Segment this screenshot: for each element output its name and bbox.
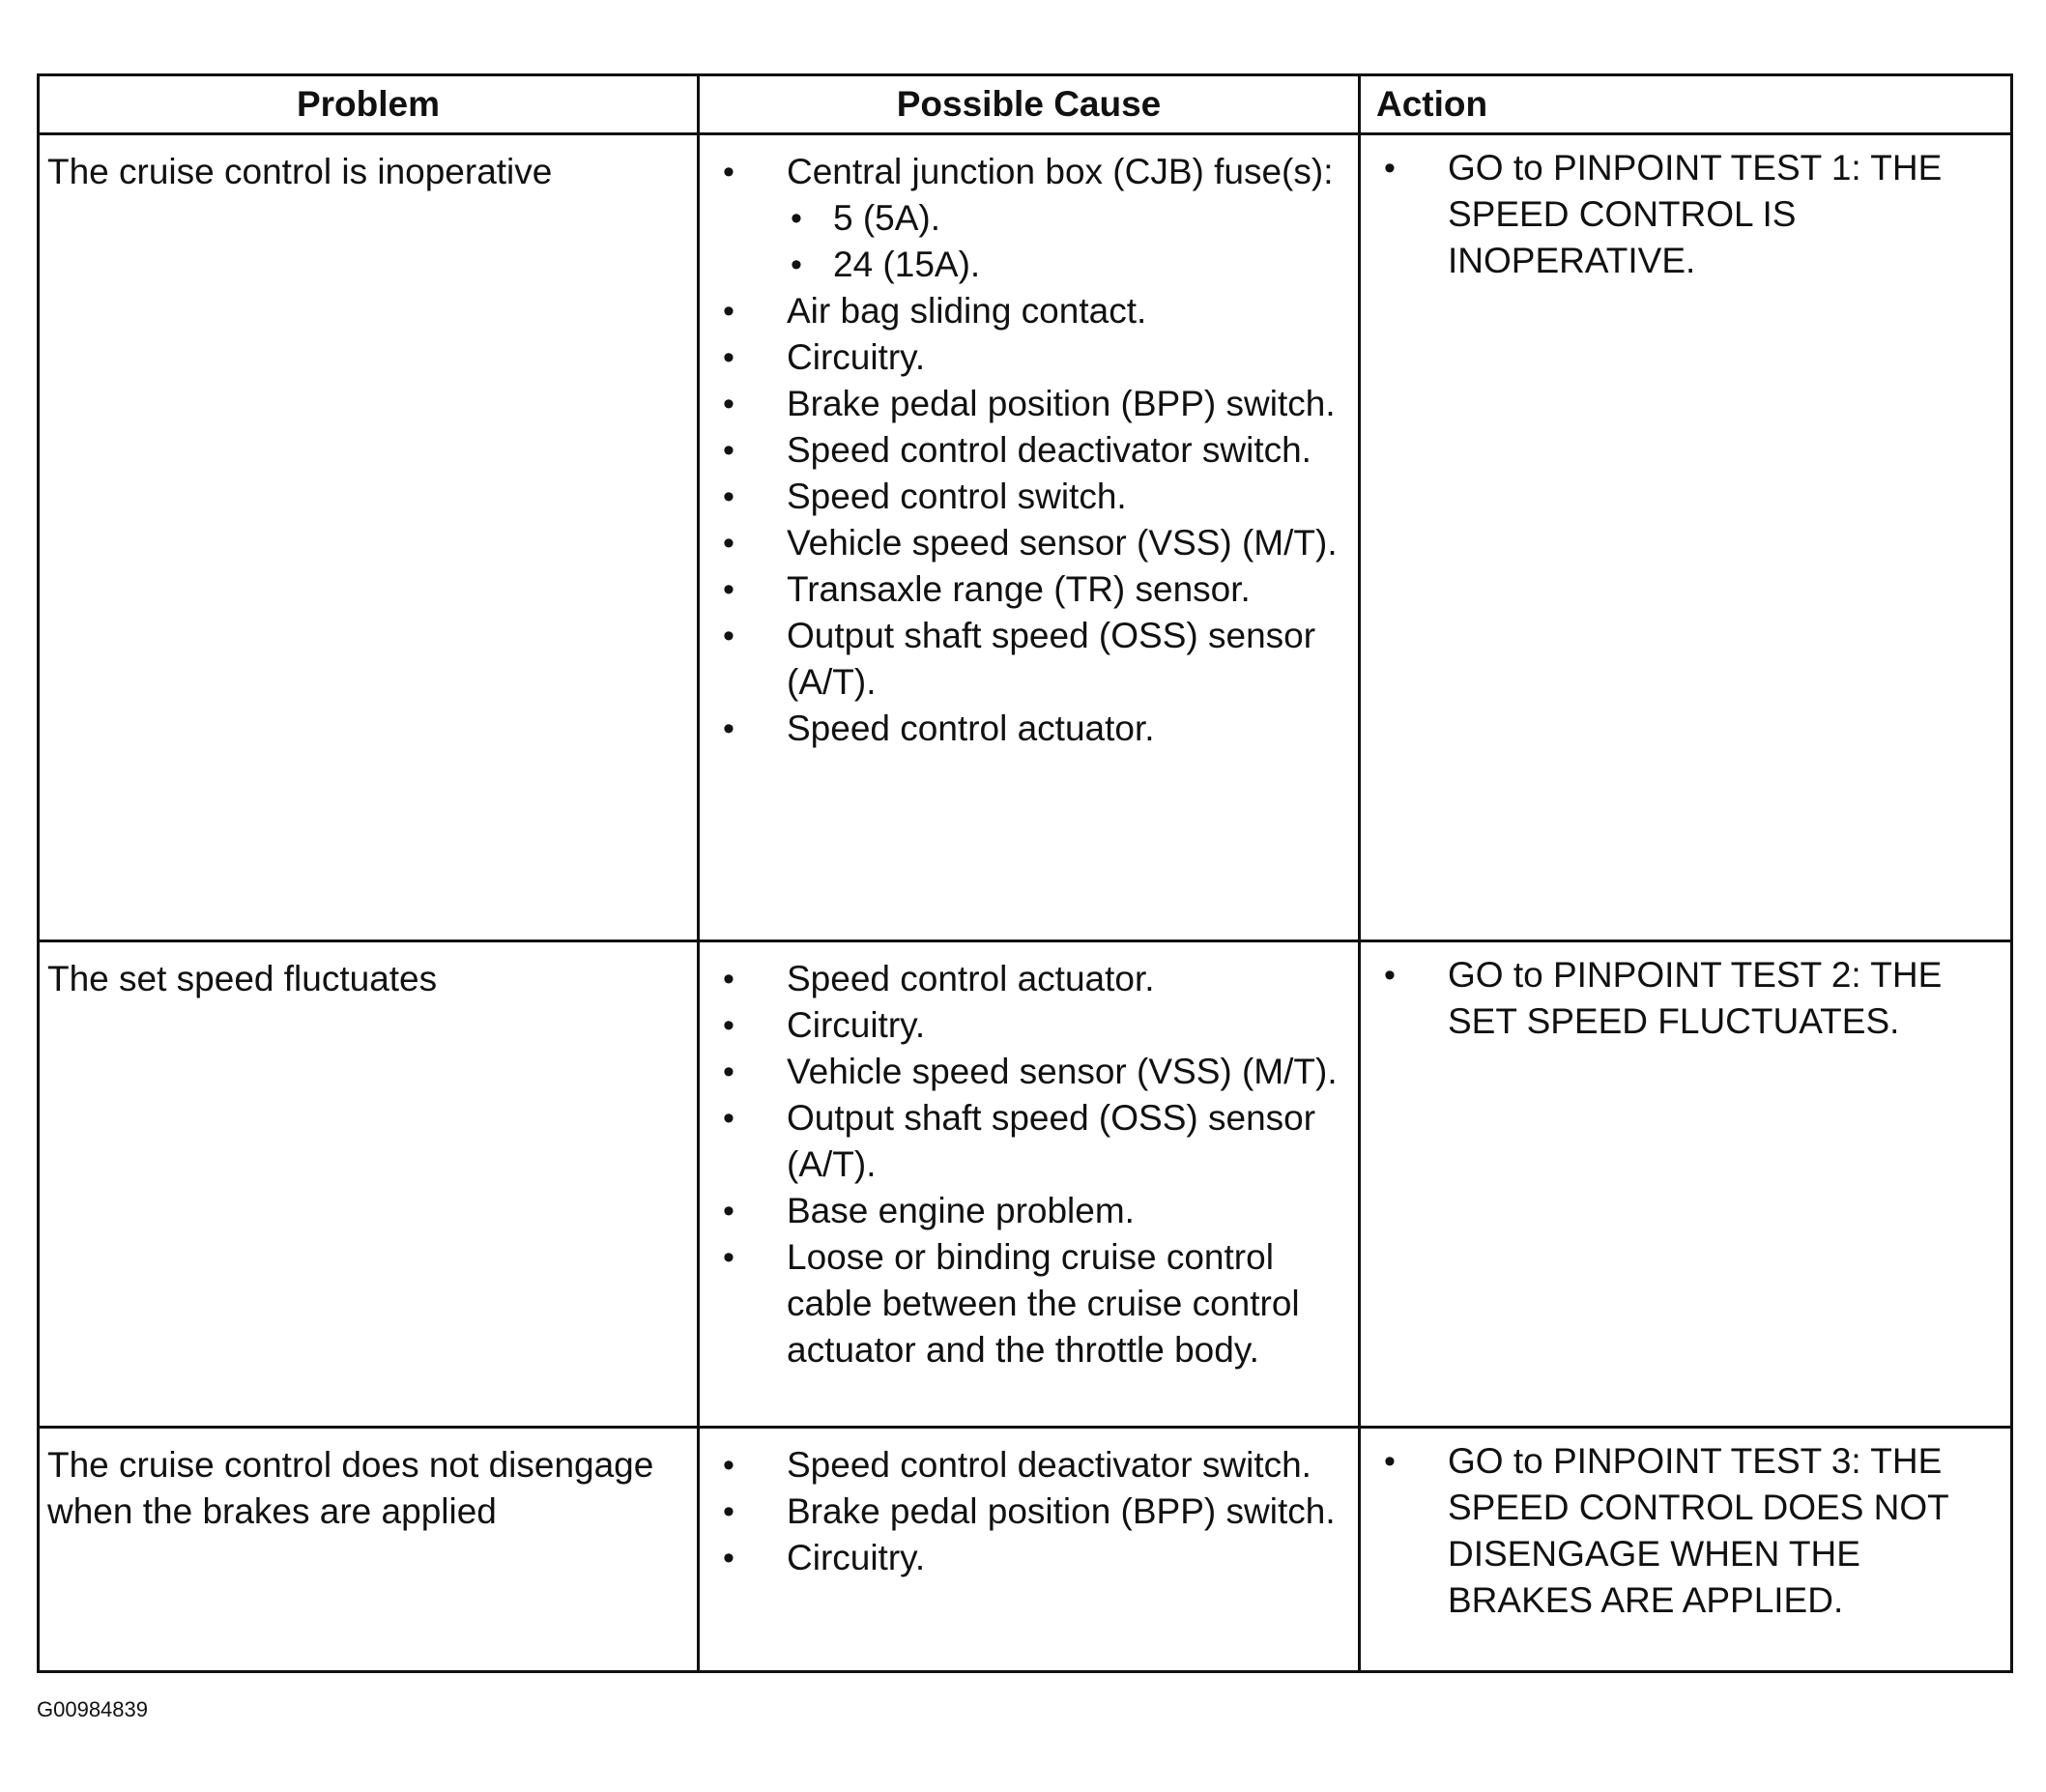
header-problem: Problem: [39, 75, 699, 134]
problem-cell: [39, 134, 699, 941]
cause-item: • Output shaft speed (OSS) sensor (A/T).: [719, 1095, 1350, 1188]
action-item: • GO to PINPOINT TEST 2: THE SET SPEED FLUCTUATES.: [1380, 952, 2003, 1045]
action-item: • GO to PINPOINT TEST 3: THE SPEED CONTROL DOES NOT DISENGAGE WHEN THE BRAKES ARE APPLIED.: [1380, 1438, 2003, 1624]
table-row: [39, 1428, 2012, 1672]
cause-item: • Transaxle range (TR) sensor.: [719, 566, 1350, 613]
cause-item: • Speed control deactivator switch.: [719, 1442, 1350, 1489]
cause-list: [700, 942, 1358, 1373]
problem-text: The set speed fluctuates: [47, 959, 438, 998]
header-row: [39, 75, 2012, 134]
header-action: Action: [1360, 75, 2012, 134]
cause-cell: [699, 134, 1360, 941]
fuse-sublist: [787, 195, 1350, 288]
cause-list: [700, 135, 1358, 752]
cause-item: • Speed control switch.: [719, 474, 1350, 520]
cause-item: • Base engine problem.: [719, 1188, 1350, 1234]
fuse-item: • 24 (15A).: [787, 242, 1350, 288]
table-row: [39, 134, 2012, 941]
action-cell: [1360, 941, 2012, 1428]
cause-item: • Loose or binding cruise control cable between the cruise control actuator and the throttle body.: [719, 1234, 1350, 1373]
cause-cell: [699, 941, 1360, 1428]
figure-id: G00984839: [37, 1697, 148, 1721]
cause-item: • Speed control actuator.: [719, 706, 1350, 752]
fuse-item: • 5 (5A).: [787, 195, 1350, 242]
cause-item: • Vehicle speed sensor (VSS) (M/T).: [719, 520, 1350, 566]
cause-item: • Speed control deactivator switch.: [719, 427, 1350, 474]
cause-item: [719, 149, 1350, 288]
cause-item: • Air bag sliding contact.: [719, 288, 1350, 334]
problem-cell: [39, 941, 699, 1428]
table-row: [39, 941, 2012, 1428]
cause-item: • Circuitry.: [719, 1535, 1350, 1581]
cause-list: [700, 1429, 1358, 1581]
action-cell: [1360, 1428, 2012, 1672]
action-cell: [1360, 134, 2012, 941]
cause-item: • Circuitry.: [719, 334, 1350, 381]
problem-text: The cruise control does not disengage when the brakes are applied: [47, 1445, 654, 1531]
action-list: [1361, 1429, 2010, 1624]
header-possible-cause: Possible Cause: [699, 75, 1360, 134]
cause-item: • Speed control actuator.: [719, 956, 1350, 1002]
cause-cell: [699, 1428, 1360, 1672]
action-item: • GO to PINPOINT TEST 1: THE SPEED CONTROL IS INOPERATIVE.: [1380, 145, 2003, 284]
cause-item: • Vehicle speed sensor (VSS) (M/T).: [719, 1049, 1350, 1095]
problem-text: The cruise control is inoperative: [47, 152, 553, 191]
diagnosis-table: [37, 73, 2013, 1673]
cause-item: • Brake pedal position (BPP) switch.: [719, 1489, 1350, 1535]
cause-item: • Brake pedal position (BPP) switch.: [719, 381, 1350, 427]
problem-cell: [39, 1428, 699, 1672]
cause-item: • Circuitry.: [719, 1002, 1350, 1049]
cause-item-text: Central junction box (CJB) fuse(s):: [787, 152, 1334, 191]
cause-item: • Output shaft speed (OSS) sensor (A/T).: [719, 613, 1350, 706]
action-list: [1361, 135, 2010, 284]
action-list: [1361, 942, 2010, 1045]
